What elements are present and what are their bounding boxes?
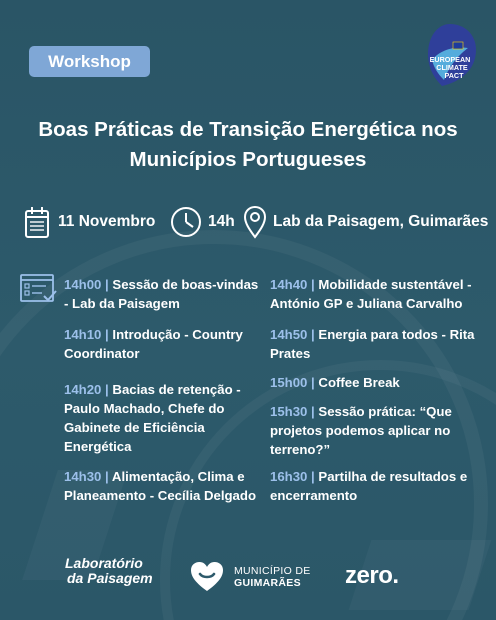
- guimaraes-text: [234, 565, 311, 589]
- schedule-item: [270, 325, 480, 363]
- pact-logo-line3: PACT: [444, 71, 464, 80]
- schedule-item: [64, 467, 264, 505]
- title-line-1: Boas Práticas de Transição Energética nos: [38, 118, 458, 141]
- page-title: [20, 115, 476, 175]
- european-climate-pact-logo: [420, 20, 480, 90]
- schedule-time: 14h20 |: [64, 382, 109, 397]
- laboratorio-da-paisagem-logo: [65, 556, 153, 586]
- schedule-item: [270, 275, 480, 313]
- schedule-item: [64, 380, 264, 456]
- municipio-guimaraes-logo: [190, 561, 311, 598]
- clock-icon: [170, 205, 202, 239]
- lab-logo-line1: Laboratório: [65, 555, 143, 571]
- schedule-text: Sessão prática: “Que projetos podemos aplicar no terreno?”: [270, 404, 452, 457]
- schedule-time: 15h00 |: [270, 375, 315, 390]
- event-location: Lab da Paisagem, Guimarães: [273, 213, 489, 230]
- schedule-item: [270, 373, 480, 392]
- schedule-text: Sessão de boas-vindas - Lab da Paisagem: [64, 277, 259, 311]
- schedule-time: 14h30 |: [64, 469, 109, 484]
- schedule-time: 14h50 |: [270, 327, 315, 342]
- schedule-time: 14h40 |: [270, 277, 315, 292]
- schedule-item: [64, 275, 264, 313]
- schedule-item: [64, 325, 264, 363]
- schedule-text: Mobilidade sustentável - António GP e Juliana Carvalho: [270, 277, 472, 311]
- schedule-text: Energia para todos - Rita Prates: [270, 327, 475, 361]
- schedule-text: Partilha de resultados e encerramento: [270, 469, 468, 503]
- lab-logo-line2: da Paisagem: [67, 570, 153, 586]
- schedule-text: Alimentação, Clima e Planeamento - Cecília Delgado: [64, 469, 257, 503]
- event-time: 14h: [208, 213, 235, 230]
- guimaraes-line2: GUIMARÃES: [234, 577, 301, 589]
- calendar-icon: [24, 205, 50, 239]
- location-pin-icon: [243, 205, 267, 239]
- schedule-time: 14h00 |: [64, 277, 109, 292]
- schedule-item: [270, 402, 480, 459]
- pact-logo-line2: CLIMATE: [436, 63, 468, 72]
- schedule-text: Bacias de retenção - Paulo Machado, Chefe do Gabinete de Eficiência Energética: [64, 382, 241, 454]
- schedule-time: 14h10 |: [64, 327, 109, 342]
- schedule-time: 15h30 |: [270, 404, 315, 419]
- schedule-text: Introdução - Country Coordinator: [64, 327, 243, 361]
- event-date: 11 Novembro: [58, 213, 156, 230]
- checklist-icon: [20, 274, 58, 306]
- zero-logo: zero.: [345, 562, 399, 589]
- pact-logo-line1: EUROPEAN: [429, 55, 471, 64]
- event-info-row: [0, 205, 496, 241]
- schedule-text: Coffee Break: [314, 375, 400, 390]
- schedule-time: 16h30 |: [270, 469, 315, 484]
- guimaraes-heart-icon: [190, 561, 224, 593]
- workshop-badge: Workshop: [29, 46, 150, 77]
- title-line-2: Municípios Portugueses: [129, 148, 367, 171]
- schedule-item: [270, 467, 480, 505]
- guimaraes-line1: MUNICÍPIO DE: [234, 565, 311, 577]
